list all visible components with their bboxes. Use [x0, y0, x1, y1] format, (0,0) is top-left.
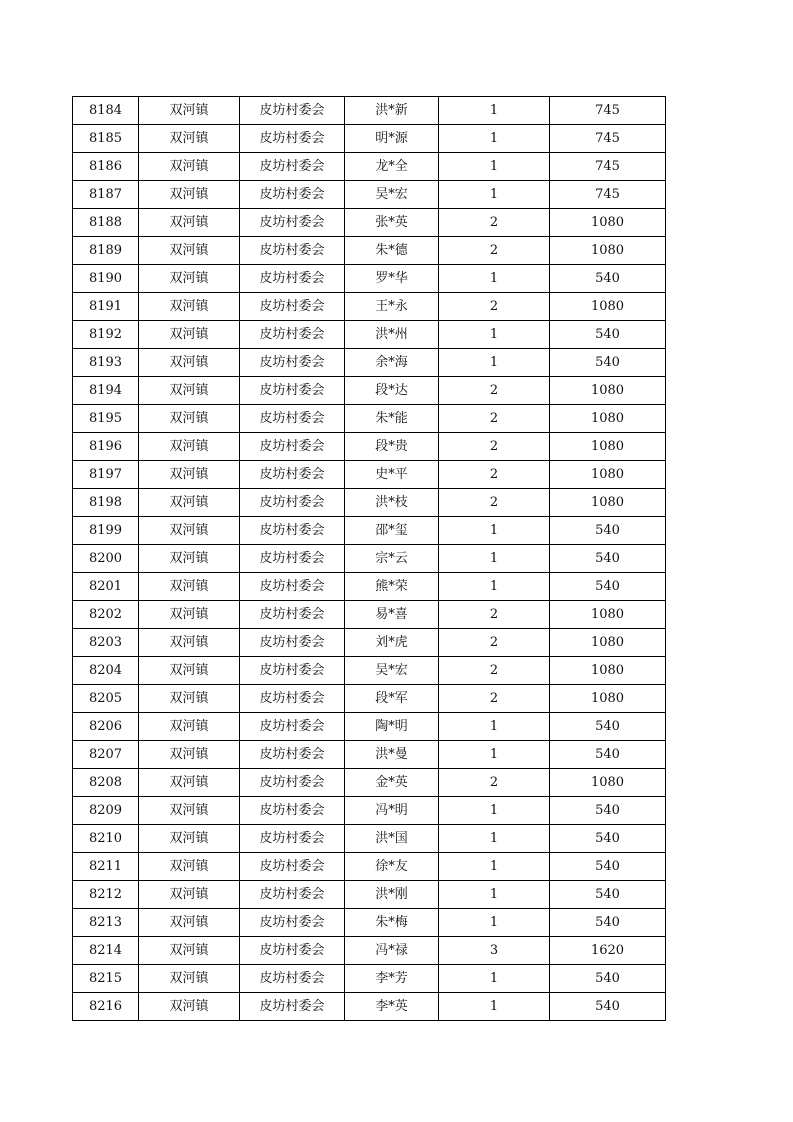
table-row	[73, 573, 666, 601]
table-row	[73, 685, 666, 713]
cell-number: 8213	[73, 909, 139, 937]
cell-town: 双河镇	[139, 629, 240, 657]
table-row	[73, 965, 666, 993]
cell-name: 段*达	[345, 377, 439, 405]
cell-town: 双河镇	[139, 909, 240, 937]
cell-number: 8199	[73, 517, 139, 545]
cell-name: 冯*明	[345, 797, 439, 825]
cell-number: 8206	[73, 713, 139, 741]
cell-amount: 540	[550, 265, 666, 293]
cell-town: 双河镇	[139, 657, 240, 685]
cell-number: 8201	[73, 573, 139, 601]
table-row	[73, 125, 666, 153]
table-row	[73, 265, 666, 293]
cell-number: 8211	[73, 853, 139, 881]
cell-name: 易*喜	[345, 601, 439, 629]
cell-amount: 540	[550, 965, 666, 993]
cell-town: 双河镇	[139, 965, 240, 993]
cell-name: 明*源	[345, 125, 439, 153]
cell-count: 2	[439, 405, 550, 433]
cell-town: 双河镇	[139, 209, 240, 237]
cell-town: 双河镇	[139, 433, 240, 461]
table-row	[73, 377, 666, 405]
cell-town: 双河镇	[139, 377, 240, 405]
cell-count: 2	[439, 657, 550, 685]
cell-town: 双河镇	[139, 825, 240, 853]
cell-count: 1	[439, 545, 550, 573]
cell-count: 2	[439, 461, 550, 489]
table-row	[73, 181, 666, 209]
cell-count: 2	[439, 377, 550, 405]
cell-village: 皮坊村委会	[240, 601, 345, 629]
cell-village: 皮坊村委会	[240, 573, 345, 601]
cell-town: 双河镇	[139, 293, 240, 321]
cell-number: 8214	[73, 937, 139, 965]
cell-village: 皮坊村委会	[240, 685, 345, 713]
cell-name: 金*英	[345, 769, 439, 797]
cell-name: 宗*云	[345, 545, 439, 573]
cell-number: 8189	[73, 237, 139, 265]
cell-number: 8194	[73, 377, 139, 405]
cell-count: 1	[439, 321, 550, 349]
cell-amount: 1080	[550, 769, 666, 797]
cell-number: 8208	[73, 769, 139, 797]
cell-name: 洪*枝	[345, 489, 439, 517]
cell-town: 双河镇	[139, 601, 240, 629]
table-row	[73, 853, 666, 881]
cell-name: 洪*州	[345, 321, 439, 349]
cell-town: 双河镇	[139, 517, 240, 545]
cell-count: 1	[439, 825, 550, 853]
cell-number: 8216	[73, 993, 139, 1021]
cell-village: 皮坊村委会	[240, 853, 345, 881]
cell-number: 8193	[73, 349, 139, 377]
cell-village: 皮坊村委会	[240, 937, 345, 965]
cell-number: 8184	[73, 97, 139, 125]
cell-number: 8215	[73, 965, 139, 993]
table-body	[73, 97, 666, 1021]
cell-name: 冯*禄	[345, 937, 439, 965]
cell-town: 双河镇	[139, 237, 240, 265]
cell-number: 8197	[73, 461, 139, 489]
cell-town: 双河镇	[139, 321, 240, 349]
cell-amount: 1080	[550, 377, 666, 405]
cell-town: 双河镇	[139, 937, 240, 965]
cell-name: 余*海	[345, 349, 439, 377]
cell-village: 皮坊村委会	[240, 881, 345, 909]
cell-town: 双河镇	[139, 573, 240, 601]
cell-number: 8200	[73, 545, 139, 573]
table-row	[73, 433, 666, 461]
cell-count: 2	[439, 769, 550, 797]
cell-amount: 540	[550, 349, 666, 377]
cell-amount: 1080	[550, 601, 666, 629]
cell-name: 罗*华	[345, 265, 439, 293]
cell-count: 1	[439, 741, 550, 769]
cell-amount: 540	[550, 741, 666, 769]
cell-number: 8191	[73, 293, 139, 321]
cell-count: 2	[439, 237, 550, 265]
cell-number: 8185	[73, 125, 139, 153]
cell-name: 段*贵	[345, 433, 439, 461]
cell-amount: 1080	[550, 293, 666, 321]
cell-village: 皮坊村委会	[240, 377, 345, 405]
cell-name: 洪*国	[345, 825, 439, 853]
cell-amount: 1080	[550, 657, 666, 685]
table-row	[73, 629, 666, 657]
cell-name: 朱*能	[345, 405, 439, 433]
cell-amount: 540	[550, 909, 666, 937]
cell-count: 2	[439, 685, 550, 713]
cell-count: 3	[439, 937, 550, 965]
table-row	[73, 601, 666, 629]
table-row	[73, 237, 666, 265]
cell-count: 2	[439, 601, 550, 629]
cell-town: 双河镇	[139, 125, 240, 153]
cell-name: 洪*曼	[345, 741, 439, 769]
cell-count: 1	[439, 517, 550, 545]
cell-name: 邵*玺	[345, 517, 439, 545]
cell-number: 8198	[73, 489, 139, 517]
cell-town: 双河镇	[139, 993, 240, 1021]
cell-town: 双河镇	[139, 797, 240, 825]
data-table	[72, 96, 666, 1021]
cell-amount: 745	[550, 97, 666, 125]
cell-village: 皮坊村委会	[240, 993, 345, 1021]
table-row	[73, 657, 666, 685]
cell-number: 8190	[73, 265, 139, 293]
cell-count: 1	[439, 713, 550, 741]
cell-amount: 540	[550, 713, 666, 741]
cell-village: 皮坊村委会	[240, 461, 345, 489]
cell-town: 双河镇	[139, 685, 240, 713]
cell-village: 皮坊村委会	[240, 293, 345, 321]
cell-town: 双河镇	[139, 545, 240, 573]
cell-village: 皮坊村委会	[240, 153, 345, 181]
cell-amount: 1620	[550, 937, 666, 965]
cell-amount: 1080	[550, 461, 666, 489]
cell-amount: 1080	[550, 405, 666, 433]
cell-count: 1	[439, 181, 550, 209]
cell-name: 段*军	[345, 685, 439, 713]
cell-amount: 540	[550, 825, 666, 853]
cell-name: 陶*明	[345, 713, 439, 741]
cell-village: 皮坊村委会	[240, 181, 345, 209]
cell-village: 皮坊村委会	[240, 545, 345, 573]
table-row	[73, 153, 666, 181]
cell-town: 双河镇	[139, 153, 240, 181]
cell-number: 8204	[73, 657, 139, 685]
cell-amount: 540	[550, 993, 666, 1021]
cell-number: 8186	[73, 153, 139, 181]
cell-count: 1	[439, 853, 550, 881]
cell-town: 双河镇	[139, 741, 240, 769]
cell-name: 王*永	[345, 293, 439, 321]
cell-count: 1	[439, 349, 550, 377]
cell-name: 洪*刚	[345, 881, 439, 909]
cell-amount: 540	[550, 797, 666, 825]
cell-count: 2	[439, 293, 550, 321]
cell-name: 朱*梅	[345, 909, 439, 937]
cell-number: 8212	[73, 881, 139, 909]
table-row	[73, 909, 666, 937]
cell-village: 皮坊村委会	[240, 489, 345, 517]
table-row	[73, 797, 666, 825]
cell-number: 8203	[73, 629, 139, 657]
cell-amount: 1080	[550, 237, 666, 265]
cell-number: 8188	[73, 209, 139, 237]
cell-village: 皮坊村委会	[240, 741, 345, 769]
table-row	[73, 461, 666, 489]
cell-name: 史*平	[345, 461, 439, 489]
cell-number: 8187	[73, 181, 139, 209]
cell-town: 双河镇	[139, 265, 240, 293]
cell-village: 皮坊村委会	[240, 713, 345, 741]
cell-village: 皮坊村委会	[240, 909, 345, 937]
cell-count: 1	[439, 965, 550, 993]
table-row	[73, 517, 666, 545]
table-row	[73, 937, 666, 965]
cell-village: 皮坊村委会	[240, 237, 345, 265]
cell-name: 李*英	[345, 993, 439, 1021]
cell-village: 皮坊村委会	[240, 405, 345, 433]
cell-count: 1	[439, 993, 550, 1021]
cell-town: 双河镇	[139, 713, 240, 741]
cell-count: 1	[439, 153, 550, 181]
cell-number: 8209	[73, 797, 139, 825]
document-sheet	[72, 96, 665, 1021]
cell-town: 双河镇	[139, 461, 240, 489]
cell-number: 8210	[73, 825, 139, 853]
cell-village: 皮坊村委会	[240, 965, 345, 993]
cell-village: 皮坊村委会	[240, 97, 345, 125]
cell-name: 李*芳	[345, 965, 439, 993]
cell-name: 洪*新	[345, 97, 439, 125]
cell-number: 8195	[73, 405, 139, 433]
cell-town: 双河镇	[139, 489, 240, 517]
cell-amount: 540	[550, 321, 666, 349]
cell-town: 双河镇	[139, 97, 240, 125]
table-row	[73, 489, 666, 517]
table-row	[73, 209, 666, 237]
table-row	[73, 349, 666, 377]
cell-village: 皮坊村委会	[240, 125, 345, 153]
cell-village: 皮坊村委会	[240, 265, 345, 293]
cell-count: 1	[439, 797, 550, 825]
cell-count: 1	[439, 97, 550, 125]
cell-village: 皮坊村委会	[240, 769, 345, 797]
table-row	[73, 97, 666, 125]
cell-village: 皮坊村委会	[240, 349, 345, 377]
cell-number: 8202	[73, 601, 139, 629]
cell-count: 2	[439, 433, 550, 461]
cell-count: 1	[439, 881, 550, 909]
cell-amount: 745	[550, 153, 666, 181]
cell-amount: 540	[550, 881, 666, 909]
cell-number: 8207	[73, 741, 139, 769]
cell-count: 1	[439, 909, 550, 937]
table-row	[73, 993, 666, 1021]
cell-count: 1	[439, 265, 550, 293]
cell-name: 刘*虎	[345, 629, 439, 657]
cell-village: 皮坊村委会	[240, 629, 345, 657]
table-row	[73, 545, 666, 573]
cell-amount: 745	[550, 181, 666, 209]
cell-name: 朱*德	[345, 237, 439, 265]
table-row	[73, 321, 666, 349]
cell-village: 皮坊村委会	[240, 433, 345, 461]
cell-town: 双河镇	[139, 349, 240, 377]
cell-name: 龙*全	[345, 153, 439, 181]
cell-name: 吴*宏	[345, 657, 439, 685]
cell-town: 双河镇	[139, 853, 240, 881]
table-row	[73, 405, 666, 433]
cell-count: 2	[439, 209, 550, 237]
cell-count: 1	[439, 125, 550, 153]
cell-village: 皮坊村委会	[240, 517, 345, 545]
cell-town: 双河镇	[139, 769, 240, 797]
cell-name: 熊*荣	[345, 573, 439, 601]
cell-number: 8205	[73, 685, 139, 713]
cell-town: 双河镇	[139, 181, 240, 209]
cell-amount: 540	[550, 853, 666, 881]
cell-count: 1	[439, 573, 550, 601]
table-row	[73, 293, 666, 321]
cell-amount: 1080	[550, 433, 666, 461]
cell-amount: 540	[550, 573, 666, 601]
cell-village: 皮坊村委会	[240, 825, 345, 853]
cell-amount: 540	[550, 517, 666, 545]
cell-name: 徐*友	[345, 853, 439, 881]
cell-amount: 1080	[550, 685, 666, 713]
cell-town: 双河镇	[139, 881, 240, 909]
cell-village: 皮坊村委会	[240, 321, 345, 349]
cell-amount: 745	[550, 125, 666, 153]
table-row	[73, 741, 666, 769]
cell-town: 双河镇	[139, 405, 240, 433]
cell-amount: 1080	[550, 629, 666, 657]
table-row	[73, 881, 666, 909]
cell-amount: 1080	[550, 489, 666, 517]
cell-count: 2	[439, 489, 550, 517]
cell-count: 2	[439, 629, 550, 657]
table-row	[73, 769, 666, 797]
cell-village: 皮坊村委会	[240, 657, 345, 685]
cell-village: 皮坊村委会	[240, 797, 345, 825]
cell-number: 8192	[73, 321, 139, 349]
cell-amount: 1080	[550, 209, 666, 237]
table-row	[73, 713, 666, 741]
cell-name: 张*英	[345, 209, 439, 237]
table-row	[73, 825, 666, 853]
cell-name: 吴*宏	[345, 181, 439, 209]
cell-village: 皮坊村委会	[240, 209, 345, 237]
cell-amount: 540	[550, 545, 666, 573]
cell-number: 8196	[73, 433, 139, 461]
